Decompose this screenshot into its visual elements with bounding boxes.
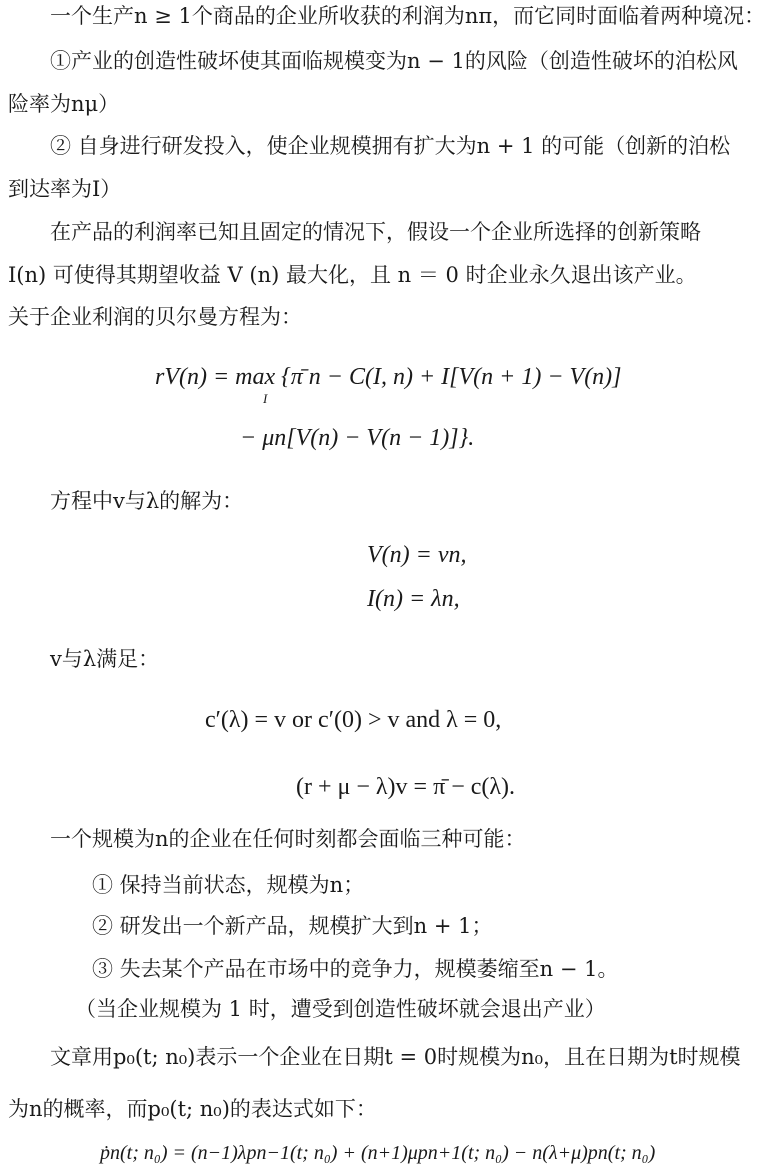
list-item-keep: ① 保持当前状态，规模为n；: [92, 873, 365, 897]
paragraph-scenario-2-line1: ② 自身进行研发投入，使企业规模拥有扩大为n + 1 的可能（创新的泊松: [50, 134, 731, 158]
paragraph-scenario-2-line2: 到达率为I）: [8, 177, 122, 201]
bellman-equation-line1: rV(n) = max {π̄ n − C(I, n) + I[V(n + 1) − V(n)]: [155, 364, 622, 390]
paragraph-scenario-1-line2: 险率为nμ）: [8, 92, 120, 116]
paragraph-three-possibilities: 一个规模为n的企业在任何时刻都会面临三种可能：: [50, 827, 526, 851]
paragraph-conditions-intro: v与λ满足：: [50, 647, 160, 671]
paragraph-bellman-intro: 关于企业利润的贝尔曼方程为：: [8, 305, 302, 329]
paragraph-strategy-line1: 在产品的利润率已知且固定的情况下，假设一个企业所选择的创新策略: [50, 220, 701, 244]
paragraph-probability-line1: 文章用p₀(t; n₀)表示一个企业在日期t = 0时规模为n₀，且在日期为t时规模: [50, 1045, 741, 1069]
paragraph-solution-intro: 方程中v与λ的解为：: [50, 489, 244, 513]
paragraph-probability-line2: 为n的概率，而p₀(t; n₀)的表达式如下：: [8, 1097, 377, 1121]
solution-equation-i: I(n) = λn,: [367, 586, 460, 612]
condition-equation-1: c′(λ) = v or c′(0) > v and λ = 0,: [205, 707, 502, 733]
paragraph-strategy-line2: I(n) 可使得其期望收益 V (n) 最大化，且 n ＝ 0 时企业永久退出该产业。: [8, 263, 697, 287]
paragraph-exit-note: （当企业规模为 1 时，遭受到创造性破坏就会退出产业）: [75, 997, 606, 1021]
paragraph-profit: 一个生产n ≥ 1个商品的企业所收获的利润为nπ，而它同时面临着两种境况：: [50, 4, 766, 28]
paragraph-scenario-1-line1: ①产业的创造性破坏使其面临规模变为n − 1的风险（创造性破坏的泊松风: [50, 49, 738, 73]
list-item-shrink: ③ 失去某个产品在市场中的竞争力，规模萎缩至n − 1。: [92, 957, 619, 981]
condition-equation-2: (r + μ − λ)v = π̄ − c(λ).: [296, 774, 516, 800]
bellman-equation-line2: − μn[V(n) − V(n − 1)]}.: [240, 425, 475, 451]
list-item-expand: ② 研发出一个新产品，规模扩大到n + 1；: [92, 914, 493, 938]
master-equation: ṗn(t; n₀) = (n−1)λpn−1(t; n₀) + (n+1)μpn+1(t; n₀) − n(λ+μ)pn(t; n₀): [100, 1142, 656, 1164]
solution-equation-v: V(n) = vn,: [367, 542, 467, 568]
bellman-max-subscript: I: [263, 391, 268, 406]
